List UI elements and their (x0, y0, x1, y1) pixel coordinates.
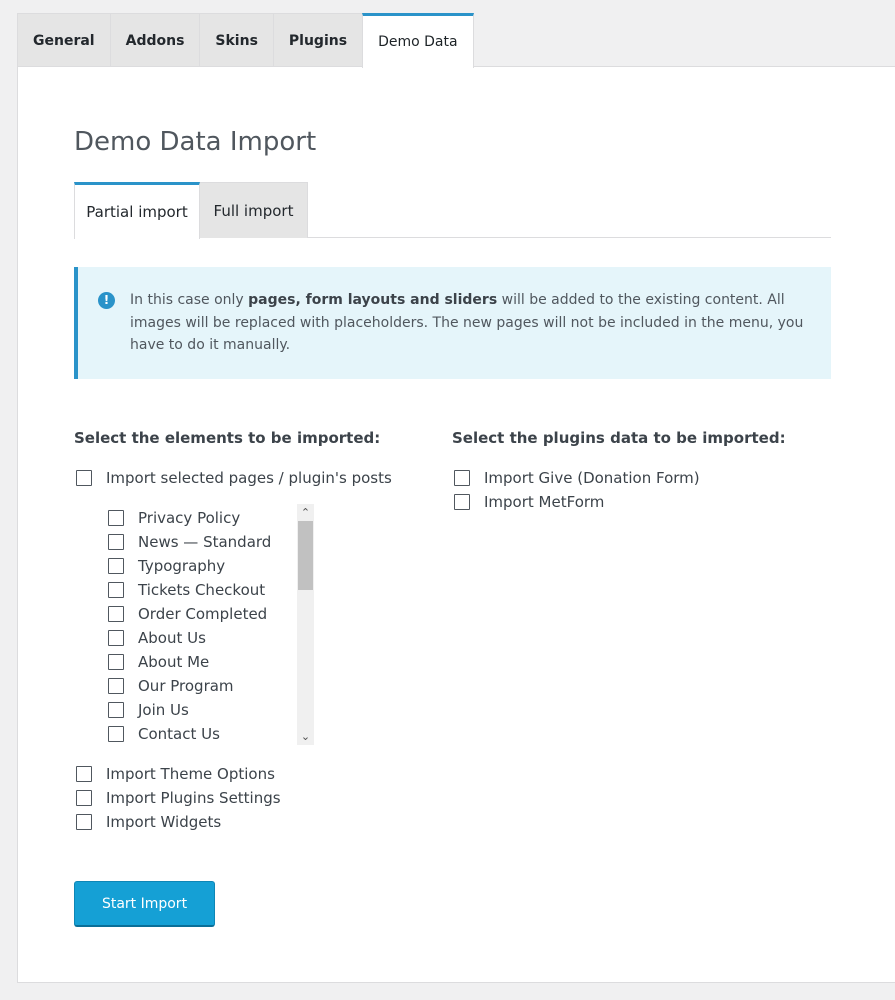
page-label: Order Completed (138, 605, 268, 623)
page-checkbox[interactable] (108, 702, 124, 718)
import-plugins-settings-checkbox[interactable] (76, 790, 92, 806)
import-metform-option[interactable] (454, 490, 604, 514)
demo-data-panel (17, 66, 895, 983)
tab-addons[interactable]: Addons (110, 13, 200, 67)
tab-general[interactable]: General (17, 13, 110, 67)
pages-list[interactable] (108, 504, 314, 746)
import-metform-label: Import MetForm (484, 493, 605, 511)
page-label: Privacy Policy (138, 509, 241, 527)
import-plugins-settings-label: Import Plugins Settings (106, 789, 281, 807)
page-title: Demo Data Import (74, 127, 317, 157)
page-label: About Us (138, 629, 206, 647)
page-checkbox[interactable] (108, 582, 124, 598)
start-import-button[interactable]: Start Import (74, 881, 215, 927)
list-item[interactable] (108, 650, 314, 674)
info-notice (74, 267, 831, 379)
page-label: About Me (138, 653, 210, 671)
pages-list-scrollbar[interactable] (297, 504, 314, 745)
settings-tabs (17, 13, 474, 67)
scroll-down-icon[interactable]: ⌄ (300, 730, 311, 743)
page-checkbox[interactable] (108, 678, 124, 694)
page-checkbox[interactable] (108, 510, 124, 526)
scrollbar-thumb[interactable] (298, 521, 313, 590)
import-type-tabs (74, 182, 831, 238)
tab-plugins[interactable]: Plugins (273, 13, 362, 67)
list-item[interactable] (108, 530, 314, 554)
import-pages-label: Import selected pages / plugin's posts (106, 469, 392, 487)
list-item[interactable] (108, 626, 314, 650)
page-checkbox[interactable] (108, 558, 124, 574)
page-label: Our Program (138, 677, 234, 695)
import-give-checkbox[interactable] (454, 470, 470, 486)
list-item[interactable] (108, 674, 314, 698)
import-pages-option[interactable] (76, 466, 392, 490)
list-item[interactable] (108, 722, 314, 746)
page-label: Join Us (138, 701, 189, 719)
notice-text: In this case only pages, form layouts and sliders will be added to the existing content. All images will be replaced with placeholders. The new pages will not be included in the menu, you have to do it manually. (130, 292, 804, 353)
page-checkbox[interactable] (108, 726, 124, 742)
import-give-label: Import Give (Donation Form) (484, 469, 700, 487)
page-checkbox[interactable] (108, 534, 124, 550)
list-item[interactable] (108, 554, 314, 578)
import-theme-options-checkbox[interactable] (76, 766, 92, 782)
page-label: News — Standard (138, 533, 272, 551)
import-widgets-checkbox[interactable] (76, 814, 92, 830)
tab-full-import[interactable]: Full import (200, 182, 308, 238)
import-widgets-option[interactable] (76, 810, 221, 834)
import-theme-options-label: Import Theme Options (106, 765, 275, 783)
list-item[interactable] (108, 578, 314, 602)
import-widgets-label: Import Widgets (106, 813, 222, 831)
tab-demo-data[interactable]: Demo Data (362, 13, 473, 68)
tab-skins[interactable]: Skins (199, 13, 273, 67)
elements-heading: Select the elements to be imported: (74, 429, 381, 447)
import-give-option[interactable] (454, 466, 700, 490)
import-pages-checkbox[interactable] (76, 470, 92, 486)
list-item[interactable] (108, 698, 314, 722)
list-item[interactable] (108, 602, 314, 626)
page-label: Tickets Checkout (138, 581, 266, 599)
page-checkbox[interactable] (108, 606, 124, 622)
import-plugins-settings-option[interactable] (76, 786, 281, 810)
tab-partial-import[interactable]: Partial import (74, 182, 200, 239)
exclamation-circle-icon: ! (98, 292, 115, 309)
page-label: Typography (138, 557, 226, 575)
scroll-up-icon[interactable]: ⌃ (300, 506, 311, 519)
plugins-heading: Select the plugins data to be imported: (452, 429, 786, 447)
import-theme-options-option[interactable] (76, 762, 275, 786)
import-metform-checkbox[interactable] (454, 494, 470, 510)
page-label: Contact Us (138, 725, 220, 743)
page-checkbox[interactable] (108, 654, 124, 670)
page-checkbox[interactable] (108, 630, 124, 646)
list-item[interactable] (108, 506, 314, 530)
